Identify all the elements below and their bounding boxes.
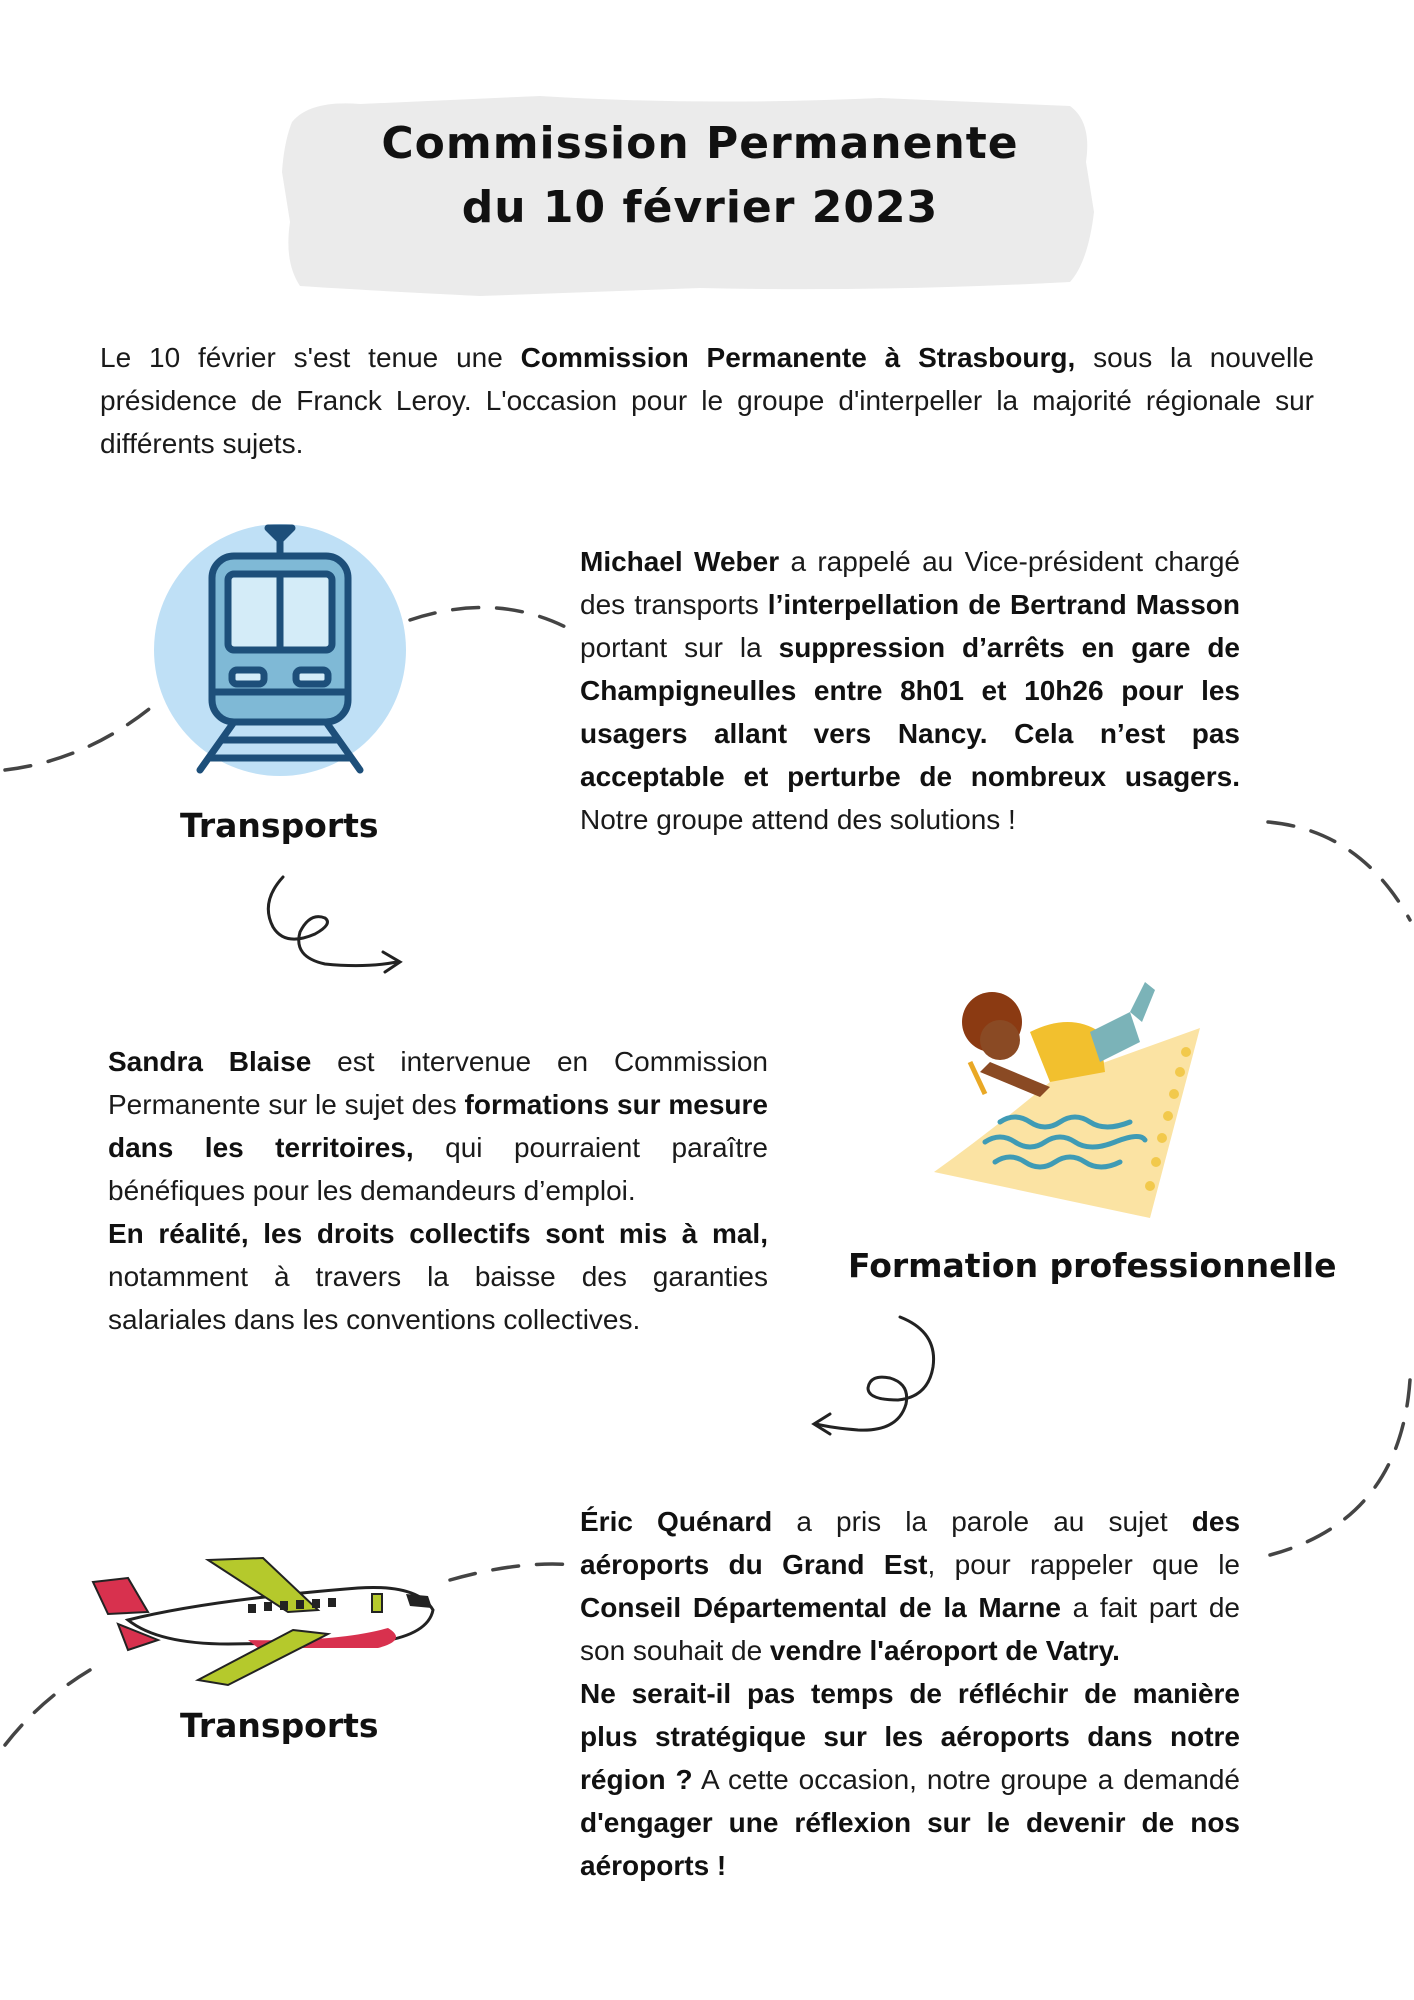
section3-paragraph (580, 1500, 1240, 1887)
section-label-transports-1: Transports (180, 806, 379, 845)
text: a pris la parole au sujet (772, 1506, 1192, 1537)
text: a rappelé au Vice-président chargé des transports (580, 546, 1240, 620)
intro-paragraph (100, 336, 1314, 465)
bold-text: d'engager une réflexion sur le devenir de nos aéroports ! (580, 1807, 1240, 1881)
text: Notre groupe attend des solutions ! (580, 804, 1016, 835)
bold-text: formations sur mesure dans les territoires, (108, 1089, 768, 1163)
title-line-1: Commission Permanente (381, 118, 1019, 169)
intro-text-2: sous la nouvelle présidence de Franck Leroy. L'occasion pour le groupe d'interpeller la majorité régionale sur différents sujets. (100, 342, 1315, 459)
bold-text: Ne serait-il pas temps de réfléchir de manière plus stratégique sur les aéroports dans notre région ? (580, 1678, 1240, 1795)
reading-child-icon (930, 972, 1210, 1222)
airplane-icon (88, 1540, 448, 1690)
title-line-2: du 10 février 2023 (461, 182, 939, 233)
bold-text: l’interpellation de Bertrand Masson (767, 589, 1240, 620)
section1-paragraph (580, 540, 1240, 841)
bold-text: Conseil Départemental de la Marne (580, 1592, 1061, 1623)
curly-arrow-icon (255, 872, 415, 982)
text: , pour rappeler que le (927, 1549, 1241, 1580)
intro-bold: Commission Permanente à Strasbourg, (520, 342, 1076, 373)
section-label-formation: Formation professionnelle (848, 1246, 1337, 1285)
train-icon (150, 520, 410, 780)
bold-text: des aéroports du Grand Est (580, 1506, 1241, 1580)
speaker-name: Éric Quénard (580, 1506, 773, 1537)
text: notamment à travers la baisse des garanties salariales dans les conventions collectives. (108, 1261, 768, 1335)
bold-text: suppression d’arrêts en gare de Champigneulles entre 8h01 et 10h26 pour les usagers allant vers Nancy. Cela n’est pas acceptable et perturbe de nombreux usagers. (580, 632, 1240, 792)
section2-paragraph (108, 1040, 768, 1341)
text: est intervenue en Commission Permanente sur le sujet des (108, 1046, 768, 1120)
speaker-name: Michael Weber (580, 546, 780, 577)
text: qui pourraient paraître bénéfiques pour les demandeurs d’emploi. (108, 1132, 768, 1206)
page-title (280, 112, 1120, 240)
text: A cette occasion, notre groupe a demandé (692, 1764, 1240, 1795)
speaker-name: Sandra Blaise (108, 1046, 312, 1077)
bold-text: vendre l'aéroport de Vatry. (769, 1635, 1120, 1666)
text: portant sur la (580, 632, 779, 663)
intro-text: Le 10 février s'est tenue une (100, 342, 521, 373)
section-label-transports-2: Transports (180, 1706, 379, 1745)
text: a fait part de son souhait de (580, 1592, 1240, 1666)
curly-arrow-icon (808, 1312, 958, 1442)
bold-text: En réalité, les droits collectifs sont mis à mal, (108, 1218, 768, 1249)
